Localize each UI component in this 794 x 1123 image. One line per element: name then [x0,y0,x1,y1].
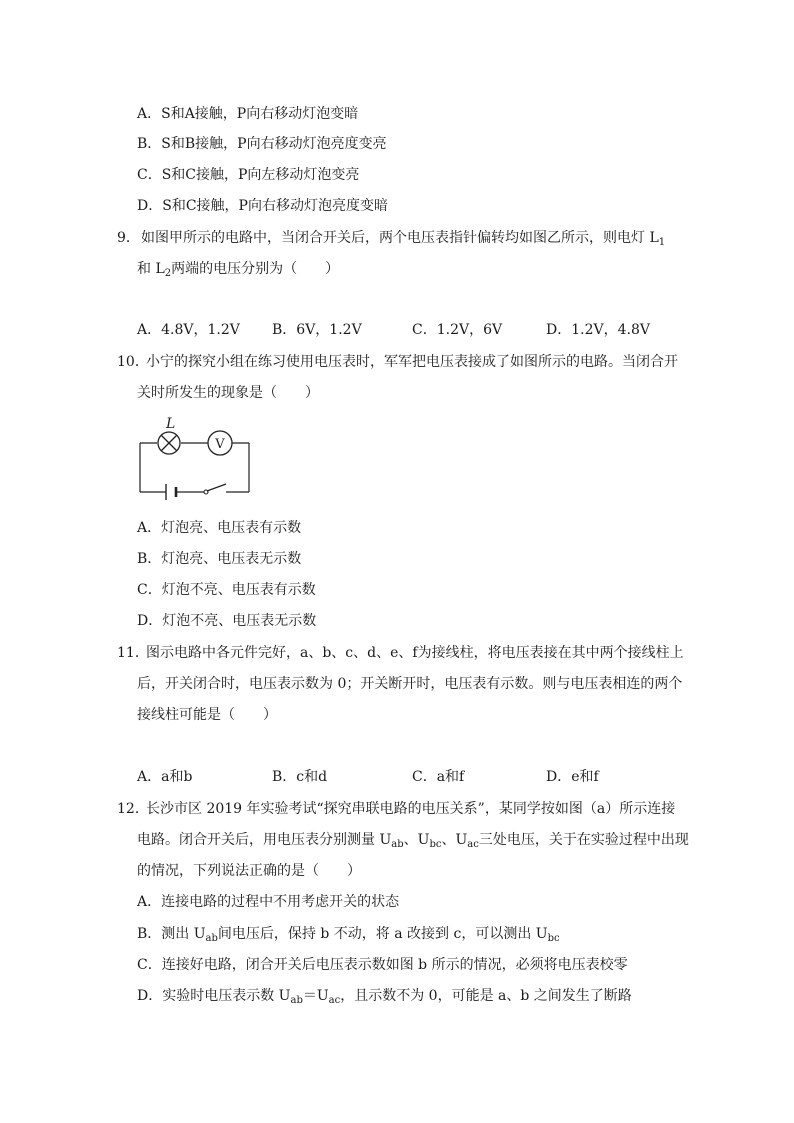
q12-option-c: C．连接好电路，闭合开关后电压表示数如图 b 所示的情况，必须将电压表校零 [137,957,628,973]
q11-number: 11． [117,645,149,661]
q12-stem-line1: 长沙市区 2019 年实验考试“探究串联电路的电压关系”，某同学按如图（a）所示连接 [146,801,676,817]
q11-options [0,767,794,787]
q12-option-d [137,986,632,1006]
q9-options [0,320,794,340]
q10-stem-line2: 关时所发生的现象是（ ） [137,385,319,401]
q9-option-d: D．1.2V，4.8V [546,322,650,338]
q12-stem-line3: 的情况，下列说法正确的是（ ） [137,863,361,879]
q11-option-d: D．e和f [546,769,599,785]
q9-number: 9． [117,230,140,246]
q8-option-b: B．S和B接触，P向右移动灯泡亮度变亮 [137,136,387,152]
q12-l2-b: 、U [403,832,430,848]
q10-option-c: C．灯泡不亮、电压表有示数 [137,582,316,598]
switch-icon [204,484,226,494]
q9-option-a: A．4.8V，1.2V [137,322,240,338]
q8-option-d: D．S和C接触，P向右移动灯泡亮度变暗 [137,198,388,214]
q12-option-b [137,924,560,944]
q12-l2-d: 三处电压，关于在实验过程中出现 [478,832,689,848]
q12-optd-sub1: ab [290,995,303,1006]
q10-option-a: A．灯泡亮、电压表有示数 [137,520,302,536]
q9-l2-subscript: 2 [164,268,172,279]
q12-l2-a: 电路。闭合开关后，用电压表分别测量 U [137,832,392,848]
q9-l1-subscript: 1 [658,237,666,248]
q12-l2-sub1: ab [391,839,404,850]
q9-l2-prefix: 和 L [137,261,165,277]
q12-option-a: A．连接电路的过程中不用考虑开关的状态 [137,894,400,910]
q11-option-b: B．c和d [272,769,328,785]
q10-circuit-diagram [130,412,260,502]
q11-stem-line1: 图示电路中各元件完好，a、b、c、d、e、f为接线柱，将电压表接在其中两个接线柱上 [146,645,684,661]
q9-l2-suffix: 两端的电压分别为（ ） [171,261,340,277]
voltmeter-label: V [215,437,225,452]
q12-optd-c: ，且示数不为 0，可能是 a、b 之间发生了断路 [340,988,632,1004]
q11-option-a: A．a和b [137,769,193,785]
q10-option-b: B．灯泡亮、电压表无示数 [137,551,302,567]
q12-stem-line2 [137,830,689,850]
q12-optd-a: D．实验时电压表示数 U [137,988,291,1004]
q8-option-a: A．S和A接触，P向右移动灯泡变暗 [137,106,359,122]
q9-stem-line2 [137,259,339,279]
q9-stem-text: 如图甲所示的电路中，当闭合开关后，两个电压表指针偏转均如图乙所示，则电灯 L [141,230,659,246]
q9-option-b: B．6V，1.2V [272,322,362,338]
q12-optd-sub2: ac [328,995,341,1006]
q11-option-c: C．a和f [412,769,465,785]
q10-option-d: D．灯泡不亮、电压表无示数 [137,613,317,629]
q11-stem-line2: 后，开关闭合时，电压表示数为 0；开关断开时，电压表有示数。则与电压表相连的两个 [137,676,683,692]
q10-stem-line1: 小宁的探究小组在练习使用电压表时，军军把电压表接成了如图所示的电路。当闭合开 [146,354,678,370]
q9-option-c: C．1.2V，6V [412,322,503,338]
battery-icon [166,484,176,500]
q12-optb-b: 间电压后，保持 b 不动，将 a 改接到 c，可以测出 U [217,926,548,942]
lamp-icon [158,432,180,454]
q12-optd-b: ＝U [302,988,329,1004]
q11-stem-line3: 接线柱可能是（ ） [137,707,277,723]
q8-option-c: C．S和C接触，P向左移动灯泡变亮 [137,167,360,183]
lamp-label: L [166,416,176,432]
q12-optb-sub2: bc [547,933,560,944]
q12-number: 12． [117,801,149,817]
q12-optb-a: B．测出 U [137,926,206,942]
q9-stem-line1 [141,228,665,248]
q12-l2-c: 、U [441,832,468,848]
q12-l2-sub2: bc [429,839,442,850]
q12-optb-sub1: ab [205,933,218,944]
q12-l2-sub3: ac [467,839,479,850]
q10-number: 10． [117,354,149,370]
